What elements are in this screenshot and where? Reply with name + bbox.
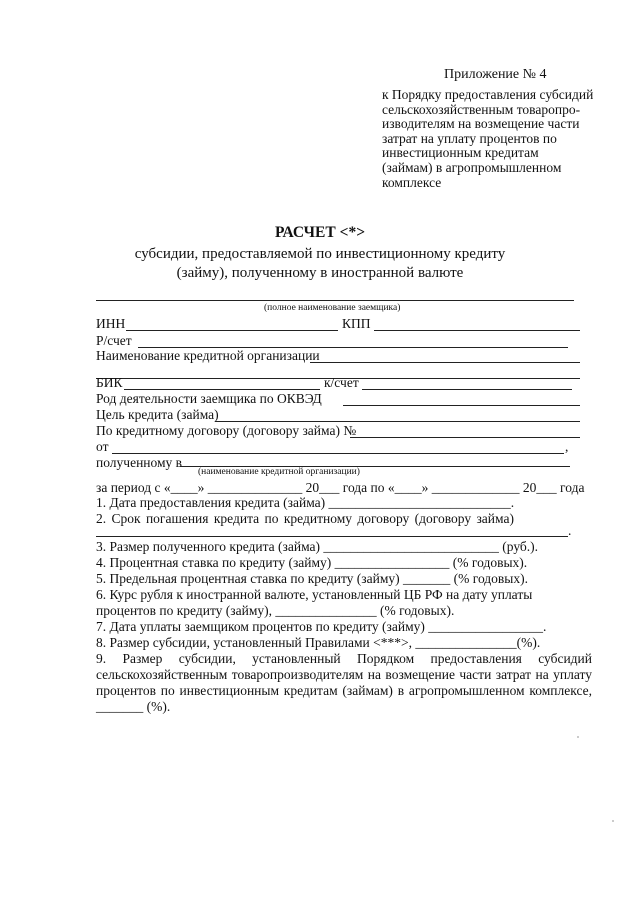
- item-2-field[interactable]: [96, 536, 568, 537]
- okved-label: Род деятельности заемщика по ОКВЭД: [96, 391, 322, 406]
- period-line: за период с «____» ______________ 20___ года по «____» _____________ 20___ года: [96, 480, 585, 495]
- item-2: 2. Срок погашения кредита по кредитному договору (договору займа): [96, 511, 514, 526]
- credit-org-field[interactable]: [310, 362, 580, 363]
- contract-number-field[interactable]: [350, 437, 580, 438]
- appendix-basis-line: изводителям на возмещение части: [382, 116, 580, 132]
- appendix-basis-line: сельскохозяйственным товаропро-: [382, 101, 581, 117]
- item-4: 4. Процентная ставка по кредиту (займу) _________________ (% годовых).: [96, 555, 528, 570]
- kpp-label: КПП: [342, 316, 371, 331]
- item-9-line1: 9. Размер субсидии, установленный Порядком предоставления субсидий: [96, 651, 592, 666]
- item-8: 8. Размер субсидии, установленный Правилами <***>, _______________(%).: [96, 635, 541, 650]
- item-9-line4: _______ (%).: [96, 699, 171, 714]
- inn-field[interactable]: [126, 330, 338, 331]
- appendix-basis-line: к Порядку предоставления субсидий: [382, 87, 594, 102]
- scan-speck: [612, 820, 614, 822]
- item-6-line1: 6. Курс рубля к иностранной валюте, установленный ЦБ РФ на дату уплаты: [96, 587, 533, 602]
- purpose-label: Цель кредита (займа): [96, 407, 219, 422]
- borrower-name-field[interactable]: [96, 300, 574, 301]
- received-label: полученному в: [96, 455, 183, 470]
- item-2-end: .: [568, 523, 572, 538]
- appendix-number: Приложение № 4: [444, 67, 547, 82]
- account-label: Р/счет: [96, 333, 132, 348]
- document-subtitle-line2: (займу), полученному в иностранной валюте: [176, 265, 464, 281]
- contract-label: По кредитному договору (договору займа) №: [96, 423, 357, 438]
- borrower-caption: (полное наименование заемщика): [264, 303, 401, 313]
- item-3: 3. Размер полученного кредита (займа) __________________________ (руб.).: [96, 539, 539, 554]
- okved-field[interactable]: [343, 405, 580, 406]
- credit-org-caption: (наименование кредитной организации): [198, 467, 360, 477]
- inn-label: ИНН: [96, 316, 126, 331]
- scan-speck: [577, 736, 579, 738]
- appendix-basis-line: инвестиционным кредитам: [382, 145, 539, 161]
- bik-label: БИК: [96, 375, 123, 390]
- from-end: ,: [565, 439, 569, 454]
- kpp-field[interactable]: [374, 330, 580, 331]
- bik-field[interactable]: [124, 389, 320, 390]
- item-9-line3: процентов по инвестиционным кредитам (займам) в агропромышленном комплексе,: [96, 683, 592, 698]
- document-title: РАСЧЕТ <*>: [274, 224, 366, 241]
- appendix-basis-line: комплексе: [382, 174, 442, 190]
- item-6-line2: процентов по кредиту (займу), _______________ (% годовых).: [96, 603, 455, 618]
- appendix-basis: [382, 88, 612, 190]
- from-label: от: [96, 439, 109, 454]
- item-1: 1. Дата предоставления кредита (займа) ___________________________.: [96, 495, 515, 510]
- purpose-field[interactable]: [215, 421, 580, 422]
- appendix-basis-line: затрат на уплату процентов по: [382, 130, 557, 146]
- document-subtitle-line1: субсидии, предоставляемой по инвестиционному кредиту: [134, 246, 506, 262]
- from-field[interactable]: [112, 453, 564, 454]
- corr-account-label: к/счет: [324, 375, 359, 390]
- item-9-line2: сельскохозяйственным товаропроизводителям на возмещение части затрат на уплату: [96, 667, 592, 682]
- item-7: 7. Дата уплаты заемщиком процентов по кредиту (займу) _________________.: [96, 619, 547, 634]
- credit-org-label: Наименование кредитной организации: [96, 348, 320, 363]
- corr-account-field[interactable]: [362, 389, 572, 390]
- item-5: 5. Предельная процентная ставка по кредиту (займу) _______ (% годовых).: [96, 571, 528, 586]
- appendix-basis-line: (займам) в агропромышленном: [382, 159, 562, 175]
